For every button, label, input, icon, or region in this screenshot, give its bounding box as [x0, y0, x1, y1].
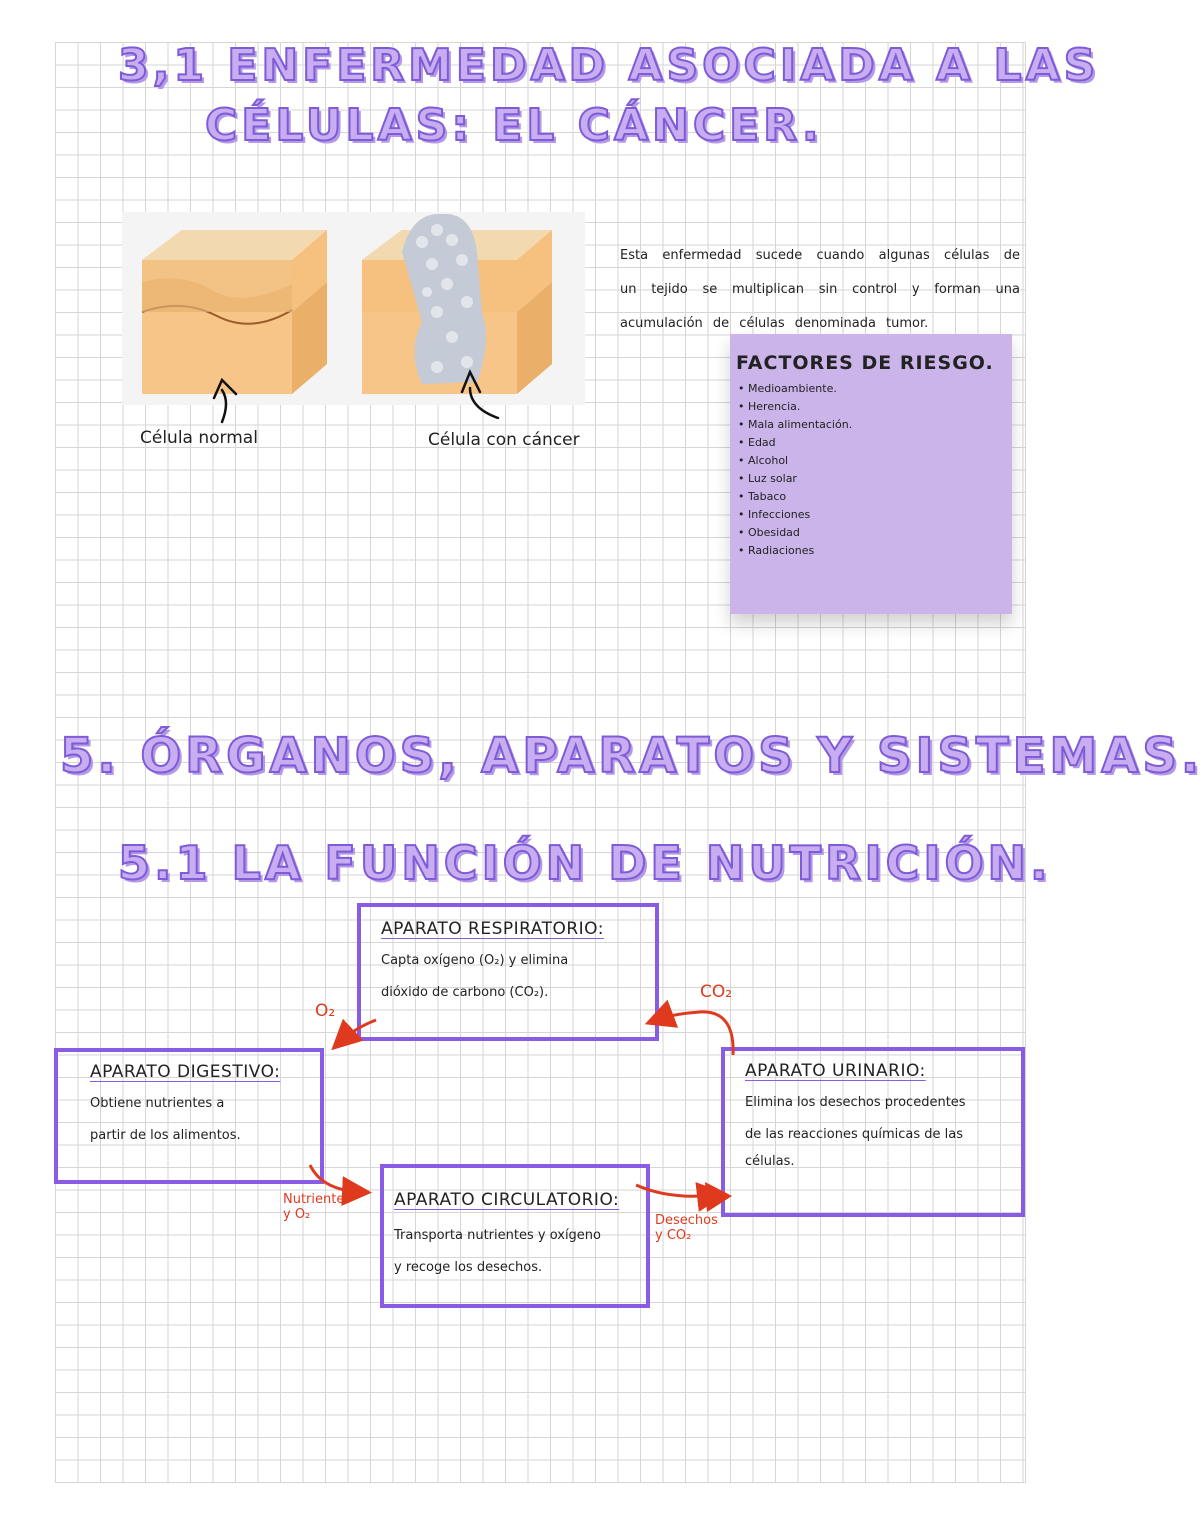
caption-cancer-cell: Célula con cáncer — [428, 430, 580, 450]
caption-normal-cell: Célula normal — [140, 428, 258, 448]
list-item: • Herencia. — [738, 398, 1012, 416]
circulatory-system-box — [380, 1164, 650, 1308]
normal-tissue-block — [142, 230, 327, 394]
respiratory-system-box — [357, 903, 659, 1041]
section-31-title-line2: CÉLULAS: EL CÁNCER. — [205, 100, 823, 151]
list-item: • Luz solar — [738, 470, 1012, 488]
risk-factors-note — [730, 334, 1012, 614]
respiratory-line2: dióxido de carbono (CO₂). — [381, 985, 549, 1000]
label-o2: O₂ — [315, 1001, 336, 1021]
risk-factors-title: FACTORES DE RIESGO. — [736, 352, 994, 374]
list-item: • Infecciones — [738, 506, 1012, 524]
risk-factors-list — [730, 380, 1012, 560]
list-item: • Medioambiente. — [738, 380, 1012, 398]
list-item: • Mala alimentación. — [738, 416, 1012, 434]
label-waste-line2: y CO₂ — [655, 1228, 692, 1243]
list-item: • Edad — [738, 434, 1012, 452]
label-co2: CO₂ — [700, 982, 733, 1002]
circulatory-title: APARATO CIRCULATORIO: — [394, 1190, 620, 1210]
digestive-system-box — [54, 1048, 324, 1184]
list-item: • Radiaciones — [738, 542, 1012, 560]
urinary-line2: de las reacciones químicas de las — [745, 1127, 964, 1142]
label-waste-line1: Desechos — [655, 1213, 718, 1228]
list-item: • Alcohol — [738, 452, 1012, 470]
respiratory-line1: Capta oxígeno (O₂) y elimina — [381, 953, 569, 968]
section-31-title-line1: 3,1 ENFERMEDAD ASOCIADA A LAS — [118, 40, 1100, 91]
circulatory-line1: Transporta nutrientes y oxígeno — [394, 1228, 601, 1243]
digestive-line2: partir de los alimentos. — [90, 1128, 241, 1143]
digestive-line1: Obtiene nutrientes a — [90, 1096, 225, 1111]
cancer-tissue-block — [362, 214, 552, 394]
list-item: • Obesidad — [738, 524, 1012, 542]
circulatory-line2: y recoge los desechos. — [394, 1260, 543, 1275]
respiratory-title: APARATO RESPIRATORIO: — [381, 919, 604, 939]
label-nutrients-line1: Nutrientes — [283, 1192, 352, 1207]
section-51-title: 5.1 LA FUNCIÓN DE NUTRICIÓN. — [118, 836, 1052, 890]
skin-cancer-illustration — [122, 212, 585, 405]
label-waste — [655, 1213, 718, 1243]
section-5-title: 5. ÓRGANOS, APARATOS Y SISTEMAS. — [60, 728, 1203, 784]
list-item: • Tabaco — [738, 488, 1012, 506]
label-nutrients — [283, 1192, 351, 1222]
cancer-description: Esta enfermedad sucede cuando algunas células de un tejido se multiplican sin control y forman una acumulación de células denominada tumor. — [620, 248, 1020, 331]
digestive-title: APARATO DIGESTIVO: — [90, 1062, 281, 1082]
urinary-line3: células. — [745, 1154, 795, 1169]
urinary-system-box — [721, 1047, 1025, 1217]
label-nutrients-line2: y O₂ — [283, 1207, 311, 1222]
urinary-title: APARATO URINARIO: — [745, 1061, 926, 1081]
urinary-line1: Elimina los desechos procedentes — [745, 1095, 966, 1110]
